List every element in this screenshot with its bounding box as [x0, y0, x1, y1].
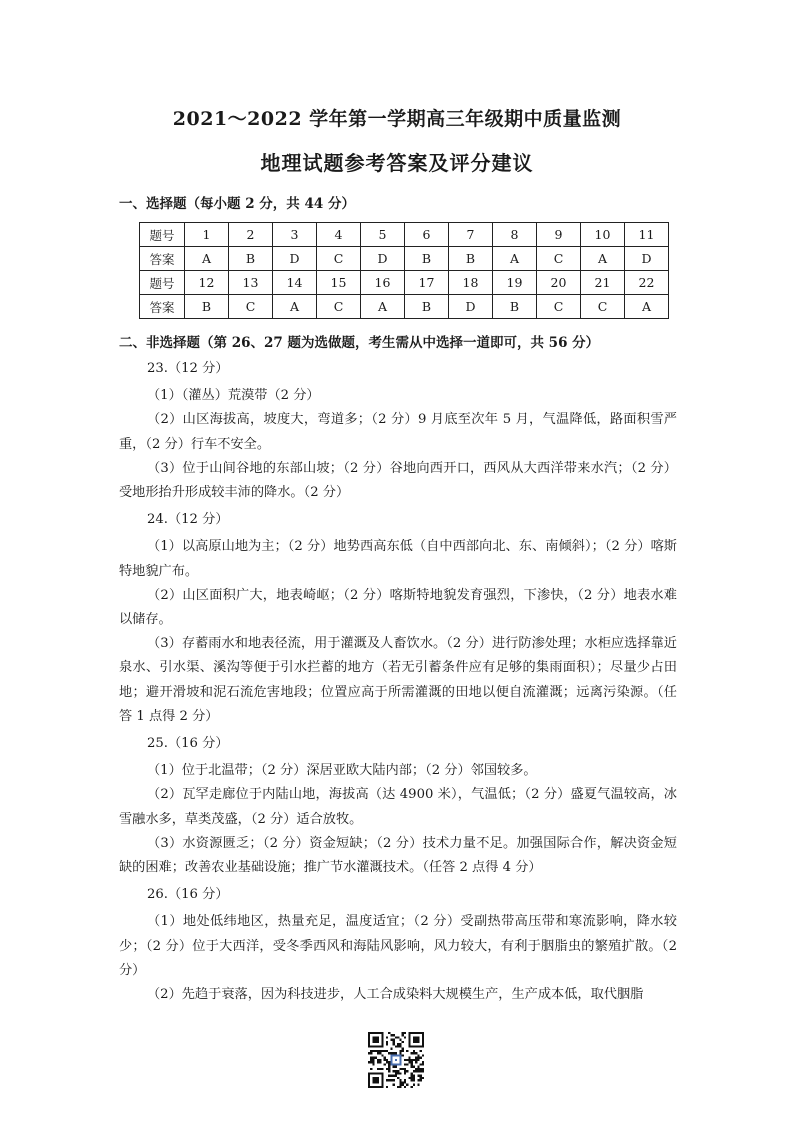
answer-table-cell: 17	[405, 271, 449, 295]
answer-table-cell: B	[229, 247, 273, 271]
answer-table-cell: B	[405, 295, 449, 319]
answer-table-cell: 21	[581, 271, 625, 295]
answer-table-row-label: 答案	[140, 247, 185, 271]
q23-heading: 23.（12 分）	[147, 361, 229, 376]
document-subtitle: 地理试题参考答案及评分建议	[260, 151, 534, 175]
q25-part1: （1）位于北温带；（2 分）深居亚欧大陆内部；（2 分）邻国较多。	[147, 763, 537, 779]
answer-table-cell: C	[317, 247, 361, 271]
answers-body	[119, 354, 677, 1007]
answer-table-row-label: 题号	[140, 271, 185, 295]
q23-part3: （3）位于山间谷地的东部山坡；（2 分）谷地向西开口，西风从大西洋带来水汽；（2 分）受地形抬升形成较丰沛的降水。（2 分）	[119, 460, 677, 501]
answer-table-cell: 6	[405, 223, 449, 247]
answer-table-cell: 10	[581, 223, 625, 247]
document-title: 2021～2022 学年第一学期高三年级期中质量监测	[172, 108, 622, 130]
answer-table-cell: 2	[229, 223, 273, 247]
answer-table-cell: D	[625, 247, 669, 271]
answer-table-cell: 4	[317, 223, 361, 247]
section1-heading: 一、选择题（每小题 2 分，共 44 分）	[119, 196, 355, 212]
answer-table-cell: A	[273, 295, 317, 319]
answer-table-cell: B	[449, 247, 493, 271]
answer-table-cell: 1	[185, 223, 229, 247]
q23-part1: （1）（灌丛）荒漠带（2 分）	[147, 388, 320, 404]
q23-part2: （2）山区海拔高，坡度大，弯道多；（2 分）9 月底至次年 5 月，气温降低，路面积雪严重，（2 分）行车不安全。	[119, 412, 677, 452]
answer-table-row	[140, 223, 669, 247]
answer-table	[139, 222, 669, 319]
answer-table-cell: D	[361, 247, 405, 271]
answer-table-cell: 16	[361, 271, 405, 295]
answer-table-cell: C	[581, 295, 625, 319]
q25-heading: 25.（16 分）	[147, 736, 229, 752]
answer-table-row-label: 答案	[140, 295, 185, 319]
q24-heading: 24.（12 分）	[147, 512, 229, 528]
q25-part2: （2）瓦罕走廊位于内陆山地，海拔高（达 4900 米），气温低；（2 分）盛夏气温较高，冰雪融水多，草类茂盛，（2 分）适合放牧。	[119, 787, 677, 827]
answer-table-cell: A	[581, 247, 625, 271]
answer-table-cell: 9	[537, 223, 581, 247]
answer-table-cell: C	[317, 295, 361, 319]
answer-table-cell: C	[537, 247, 581, 271]
answer-table-cell: 20	[537, 271, 581, 295]
answer-table-row	[140, 271, 669, 295]
q26-part2: （2）先趋于衰落，因为科技进步，人工合成染料大规模生产，生产成本低，取代胭脂	[147, 987, 644, 1003]
answer-table-cell: C	[229, 295, 273, 319]
answer-table-cell: B	[405, 247, 449, 271]
answer-table-cell: 7	[449, 223, 493, 247]
q26-part1: （1）地处低纬地区，热量充足，温度适宜；（2 分）受副热带高压带和寒流影响，降水较少；（2 分）位于大西洋，受冬季西风和海陆风影响，风力较大，有利于胭脂虫的繁殖扩散。（2 分）	[119, 914, 677, 978]
answer-table-cell: 22	[625, 271, 669, 295]
answer-table-cell: 15	[317, 271, 361, 295]
answer-table-cell: A	[361, 295, 405, 319]
answer-table-cell: D	[273, 247, 317, 271]
answer-table-cell: 13	[229, 271, 273, 295]
answer-table-cell: 5	[361, 223, 405, 247]
q24-part1: （1）以高原山地为主；（2 分）地势西高东低（自中西部向北、东、南倾斜）；（2 分）喀斯特地貌广布。	[119, 539, 677, 579]
answer-table-cell: A	[185, 247, 229, 271]
answer-table-cell: 8	[493, 223, 537, 247]
answer-table-row	[140, 247, 669, 271]
answer-table-cell: D	[449, 295, 493, 319]
qr-code-icon[interactable]	[368, 1032, 424, 1088]
answer-table-cell: B	[493, 295, 537, 319]
answer-table-cell: 12	[185, 271, 229, 295]
answer-table-cell: 11	[625, 223, 669, 247]
answer-table-cell: 18	[449, 271, 493, 295]
answer-table-cell: 3	[273, 223, 317, 247]
answer-table-cell: 14	[273, 271, 317, 295]
section2-heading: 二、非选择题（第 26、27 题为选做题，考生需从中选择一道即可，共 56 分）	[119, 335, 600, 351]
answer-table-cell: B	[185, 295, 229, 319]
q24-part3: （3）存蓄雨水和地表径流，用于灌溉及人畜饮水。（2 分）进行防渗处理；水柜应选择靠近泉水、引水渠、溪沟等便于引水拦蓄的地方（若无引蓄条件应有足够的集雨面积）；尽量少占田地；避开滑坡和泥石流危害地段；位置应高于所需灌溉的田地以便自流灌溉；远离污染源。（任答 1 点得 2 分）	[119, 636, 677, 724]
answer-table-row-label: 题号	[140, 223, 185, 247]
answer-table-cell: A	[625, 295, 669, 319]
q26-heading: 26.（16 分）	[147, 887, 229, 903]
q25-part3: （3）水资源匮乏；（2 分）资金短缺；（2 分）技术力量不足。加强国际合作，解决资金短缺的困难；改善农业基础设施；推广节水灌溉技术。（任答 2 点得 4 分）	[119, 835, 677, 876]
answer-table-row	[140, 295, 669, 319]
answer-table-cell: 19	[493, 271, 537, 295]
q24-part2: （2）山区面积广大，地表崎岖；（2 分）喀斯特地貌发育强烈，下渗快，（2 分）地表水难以储存。	[119, 587, 677, 628]
answer-table-cell: C	[537, 295, 581, 319]
answer-table-cell: A	[493, 247, 537, 271]
